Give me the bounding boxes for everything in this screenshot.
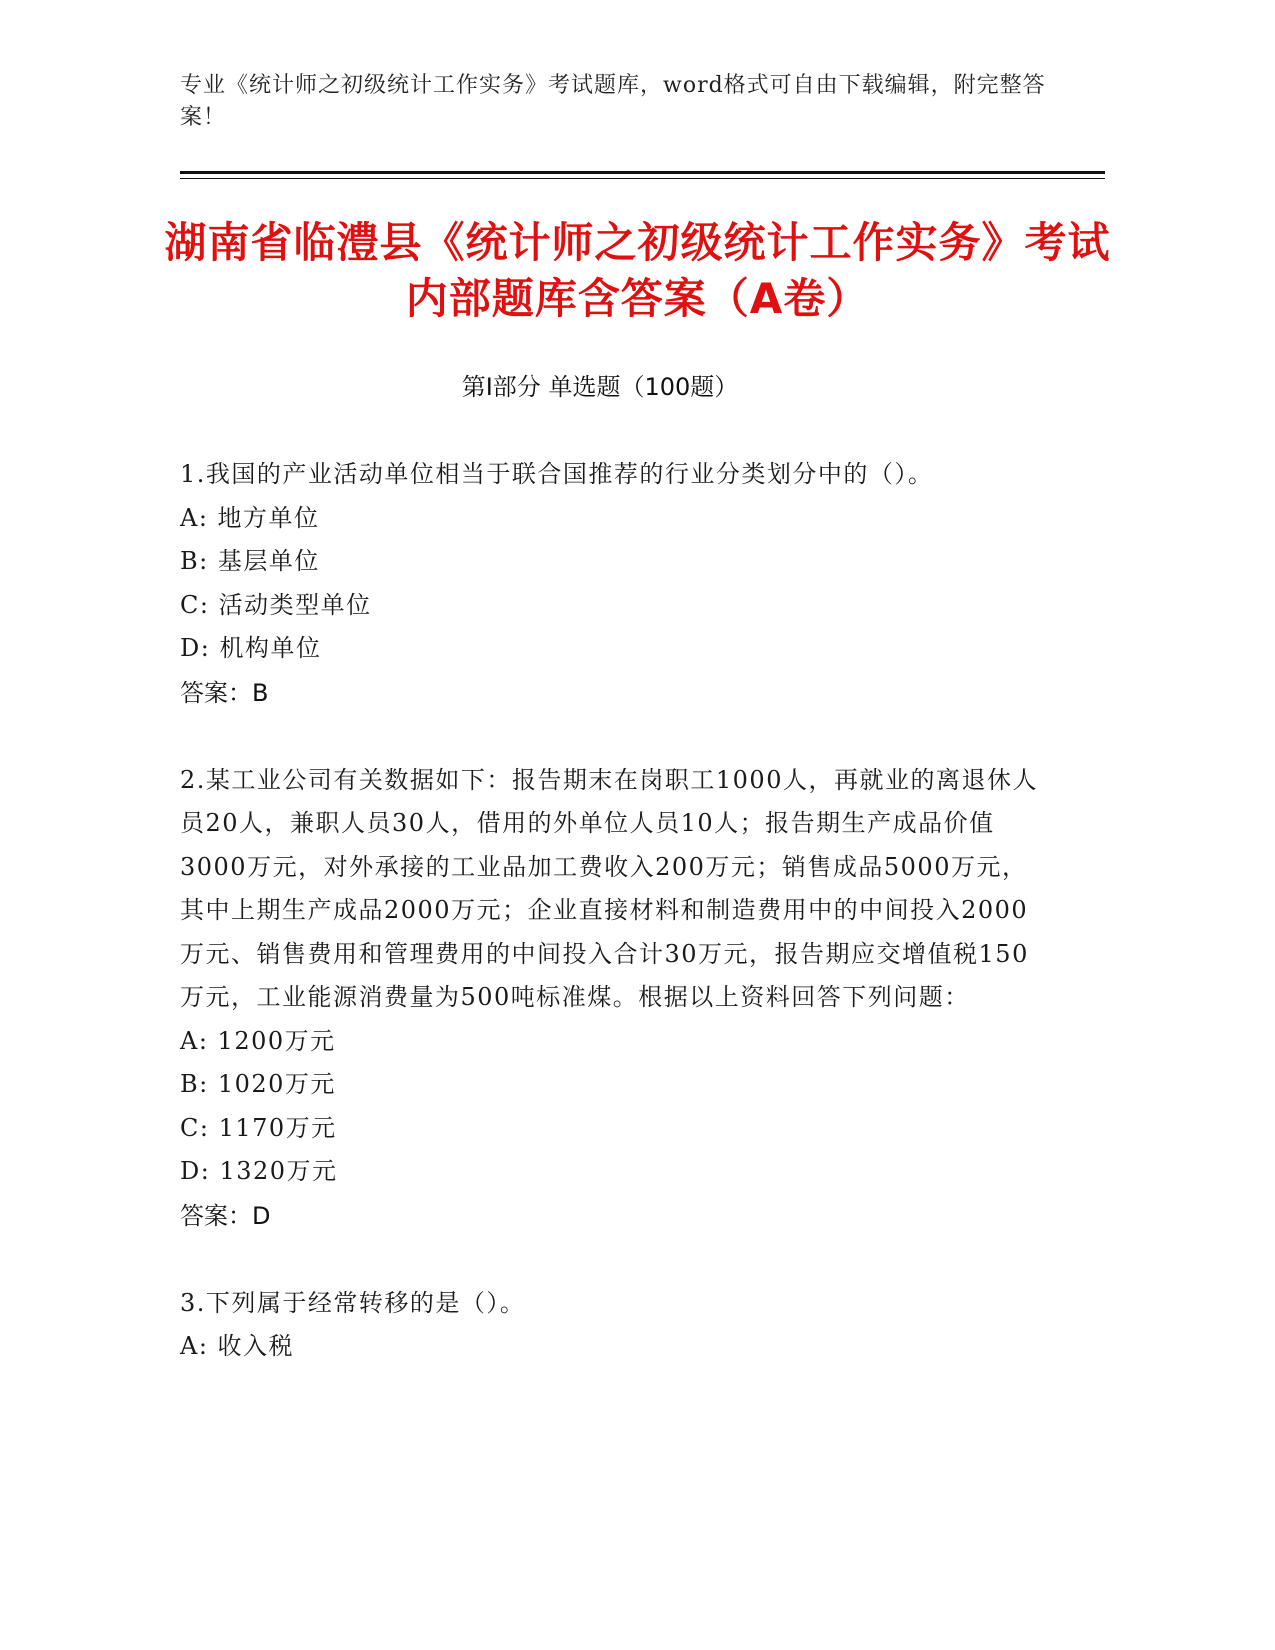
answer-line: 答案：D [180, 1201, 271, 1230]
option-d: D: 1320万元 [180, 1157, 338, 1185]
document-title: 湖南省临澧县《统计师之初级统计工作实务》考试内部题库含答案（A卷） [164, 218, 1111, 323]
question-stem: 2.某工业公司有关数据如下：报告期末在岗职工1000人，再就业的离退休人员20人，兼职人员30人，借用的外单位人员10人；报告期生产成品价值3000万元，对外承接的工业品加工费收入200万元；销售成品5000万元，其中上期生产成品2000万元；企业直接材料和制造费用中的中间投入2000万元、销售费用和管理费用的中间投入合计30万元，报告期应交增值税150万元，工业能源消费量为500吨标准煤。根据以上资料回答下列问题： [180, 765, 1038, 1011]
option-c: C: 1170万元 [180, 1113, 337, 1142]
question-1 [180, 453, 1050, 715]
question-stem: 3.下列属于经常转移的是（）。 [180, 1288, 526, 1317]
answer-line: 答案：B [180, 678, 269, 707]
question-3 [180, 1282, 1050, 1369]
section-title: 第Ⅰ部分 单选题（100题） [461, 373, 739, 401]
option-c: C: 活动类型单位 [180, 590, 372, 619]
header-note: 专业《统计师之初级统计工作实务》考试题库，word格式可自由下载编辑，附完整答案！ [180, 73, 1046, 130]
option-b: B: 基层单位 [180, 547, 320, 575]
option-b: B: 1020万元 [180, 1070, 336, 1098]
question-list [180, 453, 1050, 1413]
header-divider-thick [180, 171, 1105, 174]
question-stem: 1.我国的产业活动单位相当于联合国推荐的行业分类划分中的（）。 [180, 460, 934, 488]
option-d: D: 机构单位 [180, 634, 322, 662]
option-a: A: 1200万元 [180, 1026, 336, 1055]
option-a: A: 收入税 [180, 1332, 295, 1360]
question-2 [180, 759, 1050, 1238]
header-divider-thin [180, 178, 1105, 179]
option-a: A: 地方单位 [180, 503, 320, 532]
